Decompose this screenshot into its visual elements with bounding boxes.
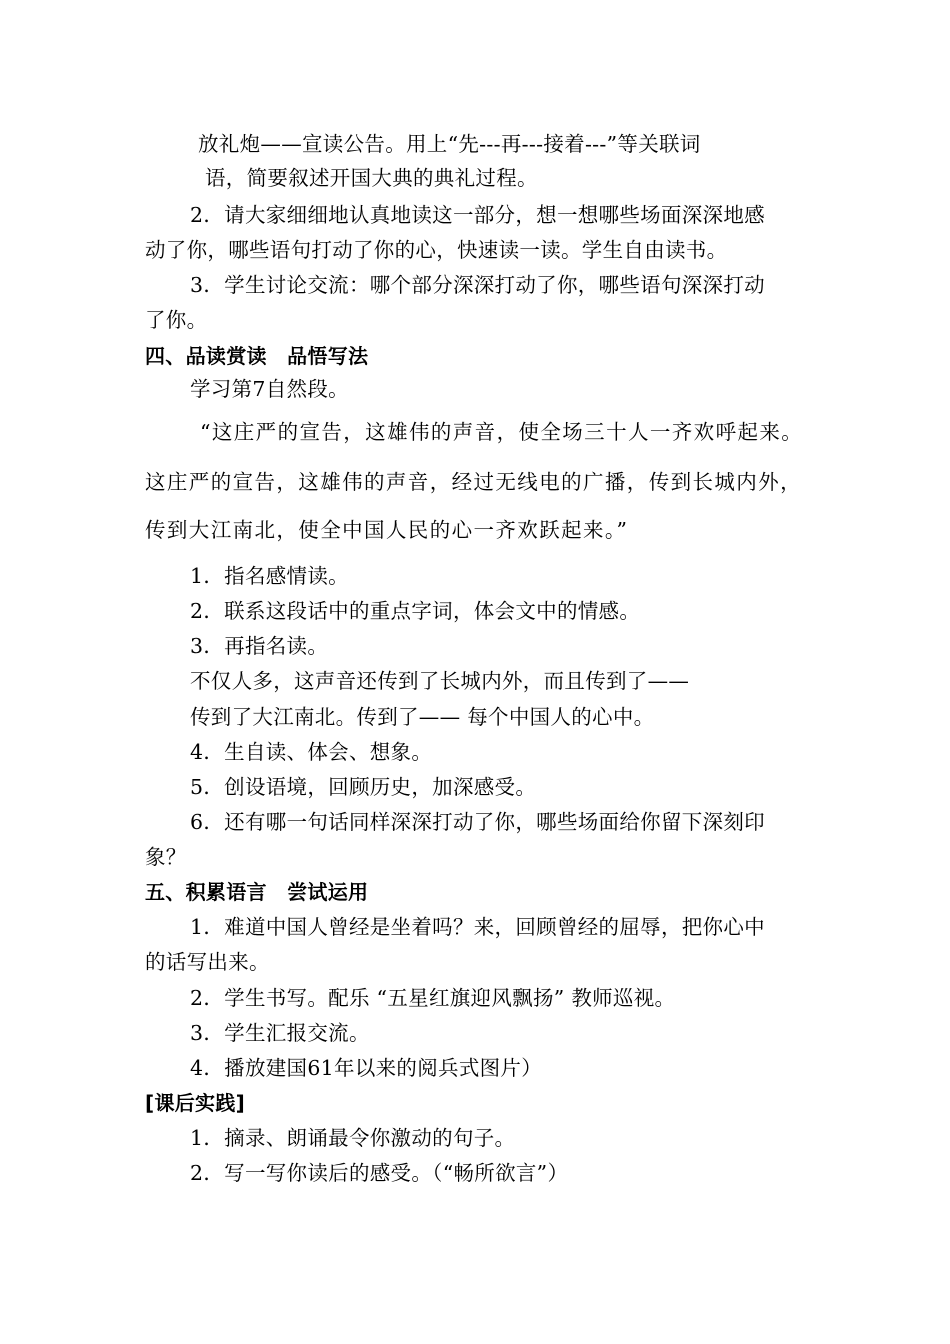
text-line: 4．播放建国61年以来的阅兵式图片） [190, 1056, 543, 1080]
quote-line: 这庄严的宣告，这雄伟的声音，经过无线电的广播，传到长城内外， [145, 470, 802, 494]
text-line: 学习第7自然段。 [190, 377, 349, 401]
section-heading: [课后实践] [145, 1091, 246, 1115]
text-line: 的话写出来。 [145, 950, 270, 974]
text-line: 3．再指名读。 [190, 634, 329, 658]
text-line: 2．请大家细细地认真地读这一部分，想一想哪些场面深深地感 [190, 203, 765, 227]
text-line: 6．还有哪一句话同样深深打动了你，哪些场面给你留下深刻印 [190, 810, 765, 834]
text-line: 动了你，哪些语句打动了你的心，快速读一读。学生自由读书。 [145, 238, 728, 262]
quote-line: 传到大江南北，使全中国人民的心一齐欢跃起来。” [145, 518, 629, 542]
section-heading: 四、品读赏读 品悟写法 [145, 344, 369, 368]
text-line: 了你。 [145, 308, 208, 332]
text-line: 传到了大江南北。传到了—— 每个中国人的心中。 [190, 705, 655, 729]
text-line: 2．联系这段话中的重点字词，体会文中的情感。 [190, 599, 641, 623]
text-line: 语，简要叙述开国大典的典礼过程。 [205, 166, 538, 190]
text-line: 3．学生讨论交流：哪个部分深深打动了你，哪些语句深深打动 [190, 273, 765, 297]
text-line: 1．指名感情读。 [190, 564, 349, 588]
text-line: 放礼炮——宣读公告。用上“先---再---接着---”等关联词 [198, 132, 701, 156]
text-line: 1．难道中国人曾经是坐着吗？来，回顾曾经的屈辱，把你心中 [190, 915, 765, 939]
text-line: 2．写一写你读后的感受。（“畅所欲言”） [190, 1161, 569, 1185]
text-line: 5．创设语境，回顾历史，加深感受。 [190, 775, 537, 799]
section-heading: 五、积累语言 尝试运用 [145, 880, 369, 904]
text-line: 象？ [145, 845, 187, 869]
text-line: 2．学生书写。配乐 “五星红旗迎风飘扬” 教师巡视。 [190, 986, 676, 1010]
text-line: 4．生自读、体会、想象。 [190, 740, 433, 764]
text-line: 3．学生汇报交流。 [190, 1021, 370, 1045]
text-line: 不仅人多，这声音还传到了长城内外，而且传到了—— [190, 669, 690, 693]
quote-line: “这庄严的宣告，这雄伟的声音，使全场三十人一齐欢呼起来。 [200, 420, 804, 444]
text-line: 1．摘录、朗诵最令你激动的句子。 [190, 1126, 516, 1150]
